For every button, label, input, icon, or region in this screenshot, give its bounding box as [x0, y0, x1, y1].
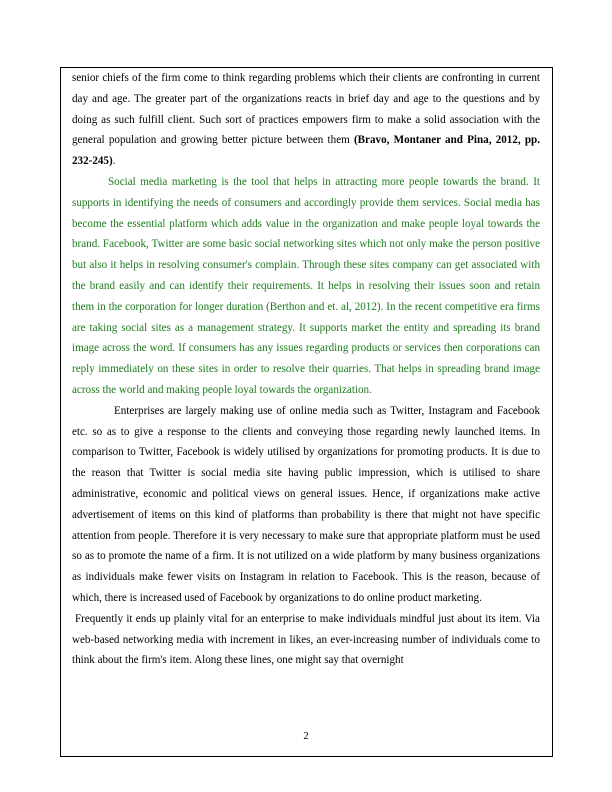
paragraph-1-end: . — [112, 155, 116, 168]
paragraph-3-enterprises: Enterprises are largely making use of online media such as Twitter, Instagram and Facebook etc. so as to give a response to the clients and conveying those regarding newly launched items. In comparison to Twitter, Facebook is widely utilised by organizations for promoting products. It is due to the reason that Twitter is social media site having public impression, which is utilised to share administrative, economic and political views on general issues. Hence, if organizations make active advertisement of items on this kind of platforms than probability is there that might not have specific attention from people. Therefore it is very necessary to make sure that appropriate platform must be used so as to promote the name of a firm. It is not utilized on a wide platform by many business organizations as individuals make fewer visits on Instagram in relation to Facebook. This is the reason, because of which, there is increased used of Facebook by organizations to do online product marketing. — [72, 404, 540, 604]
citation-bravo: (Bravo, Montaner and Pina, 2012, pp. 232-245) — [72, 134, 540, 168]
document-body — [72, 68, 540, 671]
paragraph-1-text: senior chiefs of the firm come to think regarding problems which their clients are confronting in current day and age. The greater part of the organizations reacts in brief day and age to the questions and by doing as such fulfill client. Such sort of practices empowers firm to make a solid association with the general population and growing better picture between them — [72, 72, 540, 147]
paragraph-2-social-media-marketing: Social media marketing is the tool that helps in attracting more people towards the brand. It supports in identifying the needs of consumers and accordingly provide them services. Social media has become the essential platform which adds value in the organization and make people loyal towards the brand. Facebook, Twitter are some basic social networking sites which not only make the person positive but also it helps in resolving consumer's complain. Through these sites company can get associated with the brand easily and can identify their requirements. It helps in resolving their issues soon and retain them in the corporation for longer duration (Berthon and et. al, 2012). In the recent competitive era firms are taking social sites as a management strategy. It supports market the entity and spreading its brand image across the word. If consumers has any issues regarding products or services then corporations can reply immediately on these sites in order to resolve their quarries. That helps in spreading brand image across the world and making people loyal towards the organization. — [72, 175, 540, 396]
paragraph-4-frequently: Frequently it ends up plainly vital for an enterprise to make individuals mindful just about its item. Via web-based networking media with increment in likes, an ever-increasing number of individuals come to think about the firm's item. Along these lines, one might say that overnight — [72, 612, 540, 667]
paragraph-1 — [72, 68, 540, 172]
page-number: 2 — [303, 731, 309, 742]
